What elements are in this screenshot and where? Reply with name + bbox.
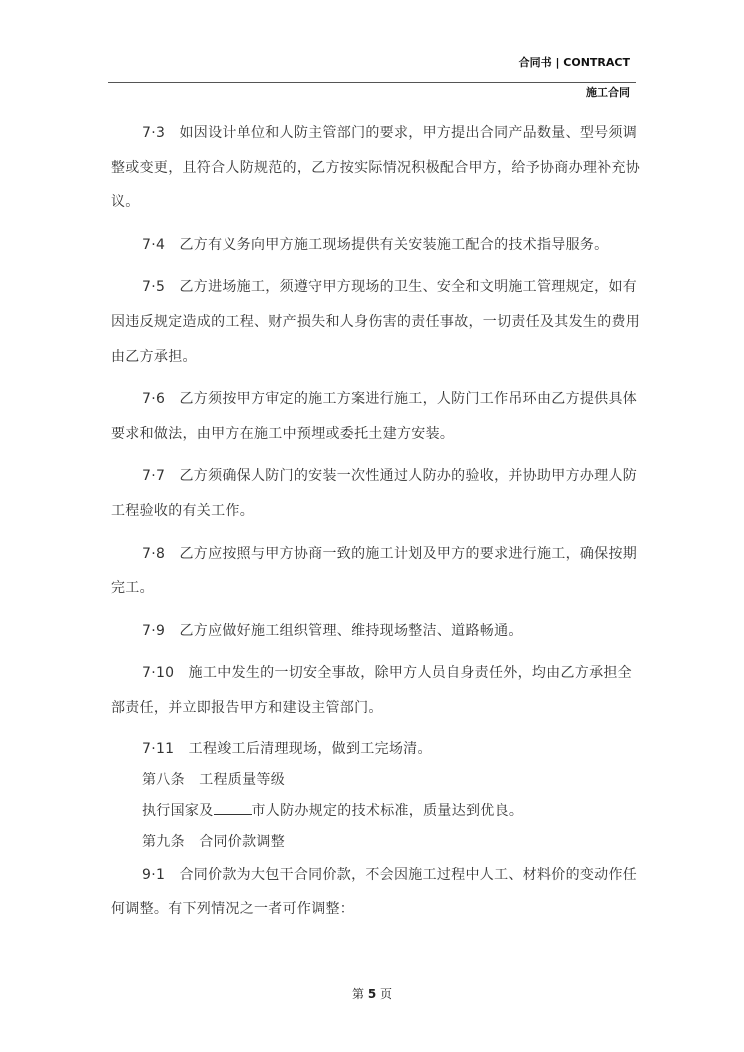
article-8-text-start: 执行国家及: [142, 802, 214, 819]
clause-7-4: 7·4 乙方有义务向甲方施工现场提供有关安装施工配合的技术指导服务。: [142, 236, 609, 253]
article-8-text-end: 市人防办规定的技术标准，质量达到优良。: [251, 802, 524, 819]
clause-7-5: 7·5 乙方进场施工，须遵守甲方现场的卫生、安全和文明施工管理规定，如有因违反规定造成的工程、财产损失和人身伤害的责任事故，一切责任及其发生的费用由乙方承担。: [111, 279, 641, 365]
clause-7-3: 7·3 如因设计单位和人防主管部门的要求，甲方提出合同产品数量、型号须调整或变更，且符合人防规范的，乙方按实际情况积极配合甲方，给予协商办理补充协议。: [111, 125, 641, 211]
clause-9-1: 9·1 合同价款为大包干合同价款，不会因施工过程中人工、材料价的变动作任何调整。有下列情况之一者可作调整：: [111, 866, 638, 918]
article-9-heading: 第九条 合同价款调整: [142, 833, 285, 850]
article-8-heading: 第八条 工程质量等级: [142, 771, 285, 788]
clause-7-9: 7·9 乙方应做好施工组织管理、维持现场整洁、道路畅通。: [142, 622, 523, 639]
header-subtitle: 施工合同: [586, 86, 630, 99]
clause-7-8: 7·8 乙方应按照与甲方协商一致的施工计划及甲方的要求进行施工，确保按期完工。: [111, 545, 638, 597]
header-title: 合同书 | CONTRACT: [518, 56, 630, 69]
document-body: [111, 116, 641, 927]
clause-7-11: 7·11 工程竣工后清理现场，做到工完场清。: [142, 740, 432, 757]
fill-in-blank: [214, 802, 252, 815]
clause-7-6: 7·6 乙方须按甲方审定的施工方案进行施工，人防门工作吊环由乙方提供具体要求和做法，由甲方在施工中预埋或委托土建方安装。: [111, 391, 638, 442]
clause-7-10: 7·10 施工中发生的一切安全事故，除甲方人员自身责任外，均由乙方承担全部责任，并立即报告甲方和建设主管部门。: [111, 665, 632, 716]
article-8-text: [111, 796, 641, 827]
page-number: 5: [367, 987, 377, 1001]
page-header: [108, 52, 636, 83]
page-footer: [0, 985, 744, 1002]
page-number-prefix: 第: [351, 987, 364, 1001]
page-number-suffix: 页: [380, 987, 393, 1001]
clause-7-7: 7·7 乙方须确保人防门的安装一次性通过人防办的验收，并协助甲方办理人防工程验收的有关工作。: [111, 468, 638, 519]
